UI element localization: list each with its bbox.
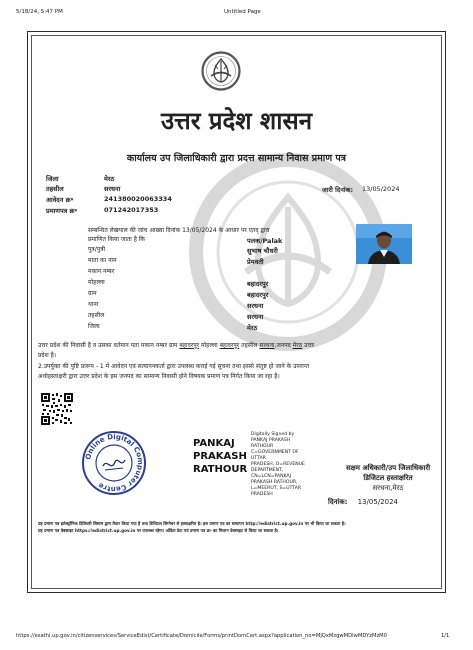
- confirmation-paragraph: [38, 362, 438, 381]
- para1-text-b: मोहल्ला: [201, 342, 218, 349]
- para1-mohalla: बहादरपुर: [219, 342, 240, 349]
- para1-text-e: उत्तर: [304, 342, 315, 349]
- detail-value-village: बहादरपुर: [247, 291, 269, 299]
- authority-location: सरधना,मेरठ: [372, 484, 404, 492]
- dsig-line: Digitally Signed by: [251, 432, 295, 437]
- meta-district-label: जिला: [46, 175, 59, 183]
- dsig-line: PANKAJ PRAKASH: [251, 438, 291, 443]
- signer-middle-name: PRAKASH: [193, 451, 247, 462]
- detail-value-district: मेरठ: [247, 324, 258, 332]
- intro-line: सम्बन्धित लेखपाल की जांच आख्या दिनांक 13/05/2024 के आधार पर एतद् द्वारा: [88, 227, 270, 234]
- detail-label-village: ग्राम: [88, 290, 97, 297]
- detail-label-tehsil: तहसील: [88, 312, 105, 319]
- dsig-line: PRADESH: [251, 492, 273, 497]
- signer-name: [193, 437, 247, 476]
- signer-last-name: RATHOUR: [193, 464, 248, 475]
- para1-text-d: ,जनपद: [274, 342, 291, 349]
- detail-value-father: सुभाष चौधरी: [247, 247, 278, 255]
- detail-value-mother: प्रेमवती: [247, 258, 264, 266]
- digital-signature-block: [251, 432, 305, 498]
- certificate-subtitle: कार्यालय उप जिलाधिकारी द्वारा प्रदत्त सामान्य निवास प्रमाण पत्र: [126, 153, 347, 164]
- para1-text-a: उत्तर प्रदेश की निवासी है व उसका वर्तमान पता मकान नम्बर ग्राम: [38, 342, 178, 349]
- print-url: https://esathi.up.gov.in/citizenservices/ServiceEdist/Certificate/Domicile/Forms/printDomCert.aspx?application_no=MjQxMzgwMDIwMDYzMzM0: [16, 633, 387, 639]
- para2-line1: 2.उपर्युक्त की पुष्टि प्रारूप - 1 में आवेदन एवं सत्यापनकर्ता द्वारा उपलब्ध कराई गई सूचना तथा इससे संतुष्ट हो जाने के उपरान्त: [38, 363, 310, 370]
- footer-line2: यह प्रमाण पत्र वेबसाइट https://edistrict.up.gov.in पर उपलब्ध रहेगा। अंकित डेटा एवं प्रमाण पत्र क्र॰ का मिलान वेबसाइट से किया जा सकता है।: [38, 528, 279, 533]
- para1-text-f: प्रदेश है।: [38, 351, 57, 359]
- detail-label-house: मकान नम्बर: [88, 268, 115, 275]
- applicant-photo-icon: [356, 224, 412, 264]
- para1-text-c: तहसील: [241, 342, 258, 349]
- para1-tehsil: सरधना: [259, 342, 275, 349]
- print-page-title: Untitled Page: [224, 9, 261, 15]
- dsig-line: UTTAR: [251, 456, 266, 461]
- qr-code-icon: [41, 393, 73, 425]
- dsig-line: CN=LCN=PANKAJ: [251, 474, 292, 479]
- residence-paragraph: [38, 341, 438, 360]
- meta-application-label: आवेदन क्र॰: [46, 196, 74, 204]
- meta-district-value: मेरठ: [104, 175, 115, 183]
- para1-district: मेरठ: [292, 342, 303, 349]
- certificate-title: उत्तर प्रदेश शासन: [160, 106, 313, 135]
- detail-label-child-of: पुत्र/पुत्री: [88, 246, 106, 253]
- dsig-line: DEPARTMENT,: [251, 468, 284, 473]
- print-datetime: 5/18/24, 5:47 PM: [16, 9, 63, 15]
- authority-date: [328, 498, 398, 507]
- authority-block: [328, 463, 448, 493]
- authority-digital: डिजिटल हस्ताक्षरित: [363, 474, 413, 482]
- issue-date-value: 13/05/2024: [362, 185, 400, 193]
- authority-date-value: 13/05/2024: [357, 498, 398, 506]
- meta-application-value: 241380020063334: [104, 195, 172, 203]
- up-government-emblem-icon: [201, 51, 241, 91]
- dsig-line: PRAKASH RATHOUR,: [251, 480, 298, 485]
- signer-first-name: PANKAJ: [193, 438, 235, 449]
- meta-certificate-label: प्रमाणपत्र क्र॰: [46, 207, 78, 215]
- detail-label-police-station: थाना: [88, 301, 99, 308]
- dsig-line: L=MEERUT, S=UTTAR: [251, 486, 302, 491]
- issue-date-label: जारी दिनांक:: [322, 186, 354, 194]
- stamp-ring-text: Online Digital Computer Centre: [84, 432, 145, 494]
- detail-label-district: जिला: [88, 323, 100, 330]
- detail-value-tehsil: सरधना: [247, 313, 264, 321]
- online-centre-stamp-icon: [81, 430, 147, 496]
- para1-village: बहादरपुर: [179, 342, 200, 349]
- detail-label-certified: प्रमाणित किया जाता है कि: [88, 236, 146, 243]
- authority-date-label: दिनांक:: [328, 498, 348, 506]
- authority-title: सक्षम अधिकारी/उप जिलाधिकारी: [345, 464, 431, 472]
- dsig-line: RATHOUR: [251, 444, 274, 449]
- para2-line2: अधोहस्ताक्षरी द्वारा उत्तर प्रदेश के इस जनपद का सामान्य निवासी होने विषयक प्रमाण पत्र निर्गत किया जा रहा है।: [38, 372, 280, 380]
- dsig-line: PRADESH, O=REVENUE: [251, 462, 305, 467]
- meta-tehsil-label: तहसील: [46, 185, 64, 193]
- print-page-count: 1/1: [441, 633, 450, 639]
- applicant-photo: [356, 224, 412, 264]
- detail-value-name: पलक/Palak: [247, 237, 283, 245]
- meta-certificate-value: 071242017353: [104, 206, 159, 214]
- detail-label-mother: माता का नाम: [88, 257, 117, 264]
- footer-notes: [38, 520, 438, 534]
- meta-tehsil-value: सरधना: [104, 185, 121, 193]
- detail-label-mohalla: मोहल्ला: [88, 279, 105, 286]
- dsig-line: C=GOVERNMENT OF: [251, 450, 299, 455]
- detail-value-police-station: सरधना: [247, 302, 264, 310]
- detail-value-mohalla: बहादरपुर: [247, 280, 269, 288]
- footer-line1: यह प्रमाण पत्र इलेक्ट्रॉनिक डिलिवरी सिस्टम द्वारा तैयार किया गया है तथा डिजिटल सिग्नेचर से हस्ताक्षरित है। इस प्रमाण पत्र का सत्यापन http://edistrict.up.gov.in पर भी किया जा सकता है।: [38, 521, 346, 526]
